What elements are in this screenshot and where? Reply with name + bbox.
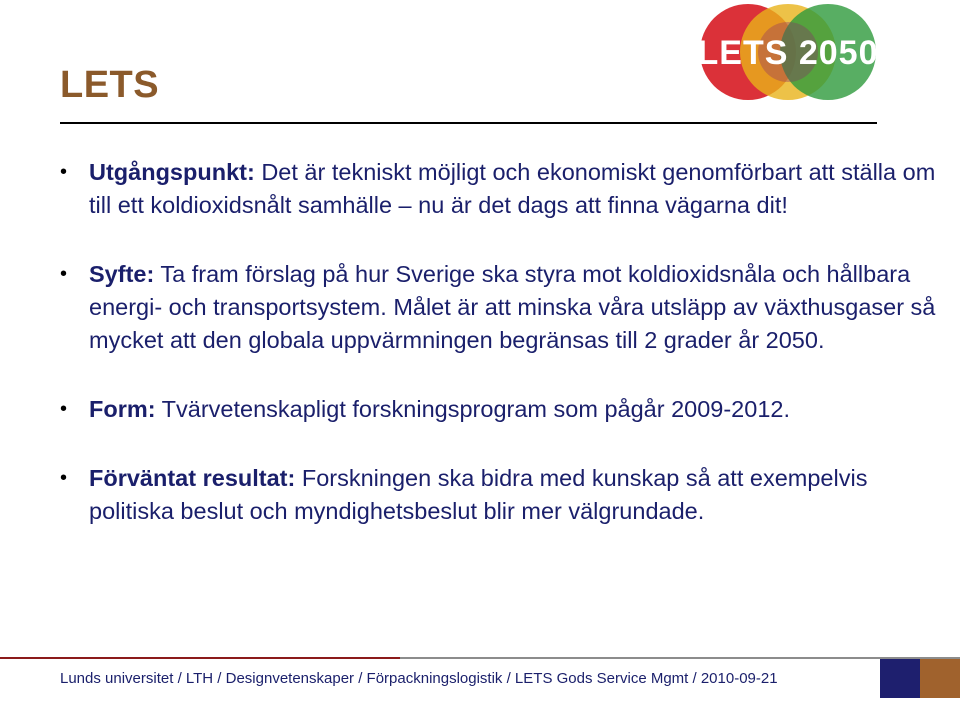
bullet-item — [60, 393, 940, 426]
footer-divider — [0, 657, 960, 659]
bullet-label: Syfte: — [89, 261, 155, 287]
bullet-label: Utgångspunkt: — [89, 159, 255, 185]
footer-text: Lunds universitet / LTH / Designvetenskaper / Förpackningslogistik / LETS Gods Service Mgmt / 2010-09-21 — [60, 670, 778, 687]
bullet-icon: • — [60, 263, 68, 285]
bullet-text: Det är tekniskt möjligt och ekonomiskt genomförbart att ställa om till ett koldioxidsnålt samhälle – nu är det dags att finna vägarna dit! — [89, 159, 936, 218]
bullet-icon: • — [60, 161, 68, 183]
bullet-icon: • — [60, 398, 68, 420]
bullet-item — [60, 156, 940, 222]
footer-accent-brown — [920, 659, 960, 698]
bullet-text: Tvärvetenskapligt forskningsprogram som pågår 2009-2012. — [155, 396, 790, 422]
slide-title: LETS — [60, 64, 160, 106]
bullet-item — [60, 462, 940, 528]
bullet-text: Ta fram förslag på hur Sverige ska styra mot koldioxidsnåla och hållbara energi- och transportsystem. Målet är att minska våra utsläpp av växthusgaser så mycket att den globala uppvärmningen begränsas till 2 grader år 2050. — [89, 261, 936, 353]
title-divider — [60, 122, 877, 124]
bullet-label: Förväntat resultat: — [89, 465, 296, 491]
bullet-icon: • — [60, 467, 68, 489]
footer-accent-navy — [880, 659, 920, 698]
logo-text: LETS 2050 — [698, 34, 878, 72]
bullet-list — [60, 156, 940, 564]
bullet-label: Form: — [89, 396, 156, 422]
lets-2050-logo — [698, 2, 878, 102]
bullet-text: Forskningen ska bidra med kunskap så att exempelvis politiska beslut och myndighetsbeslut blir mer välgrundade. — [89, 465, 868, 524]
bullet-item — [60, 258, 940, 357]
